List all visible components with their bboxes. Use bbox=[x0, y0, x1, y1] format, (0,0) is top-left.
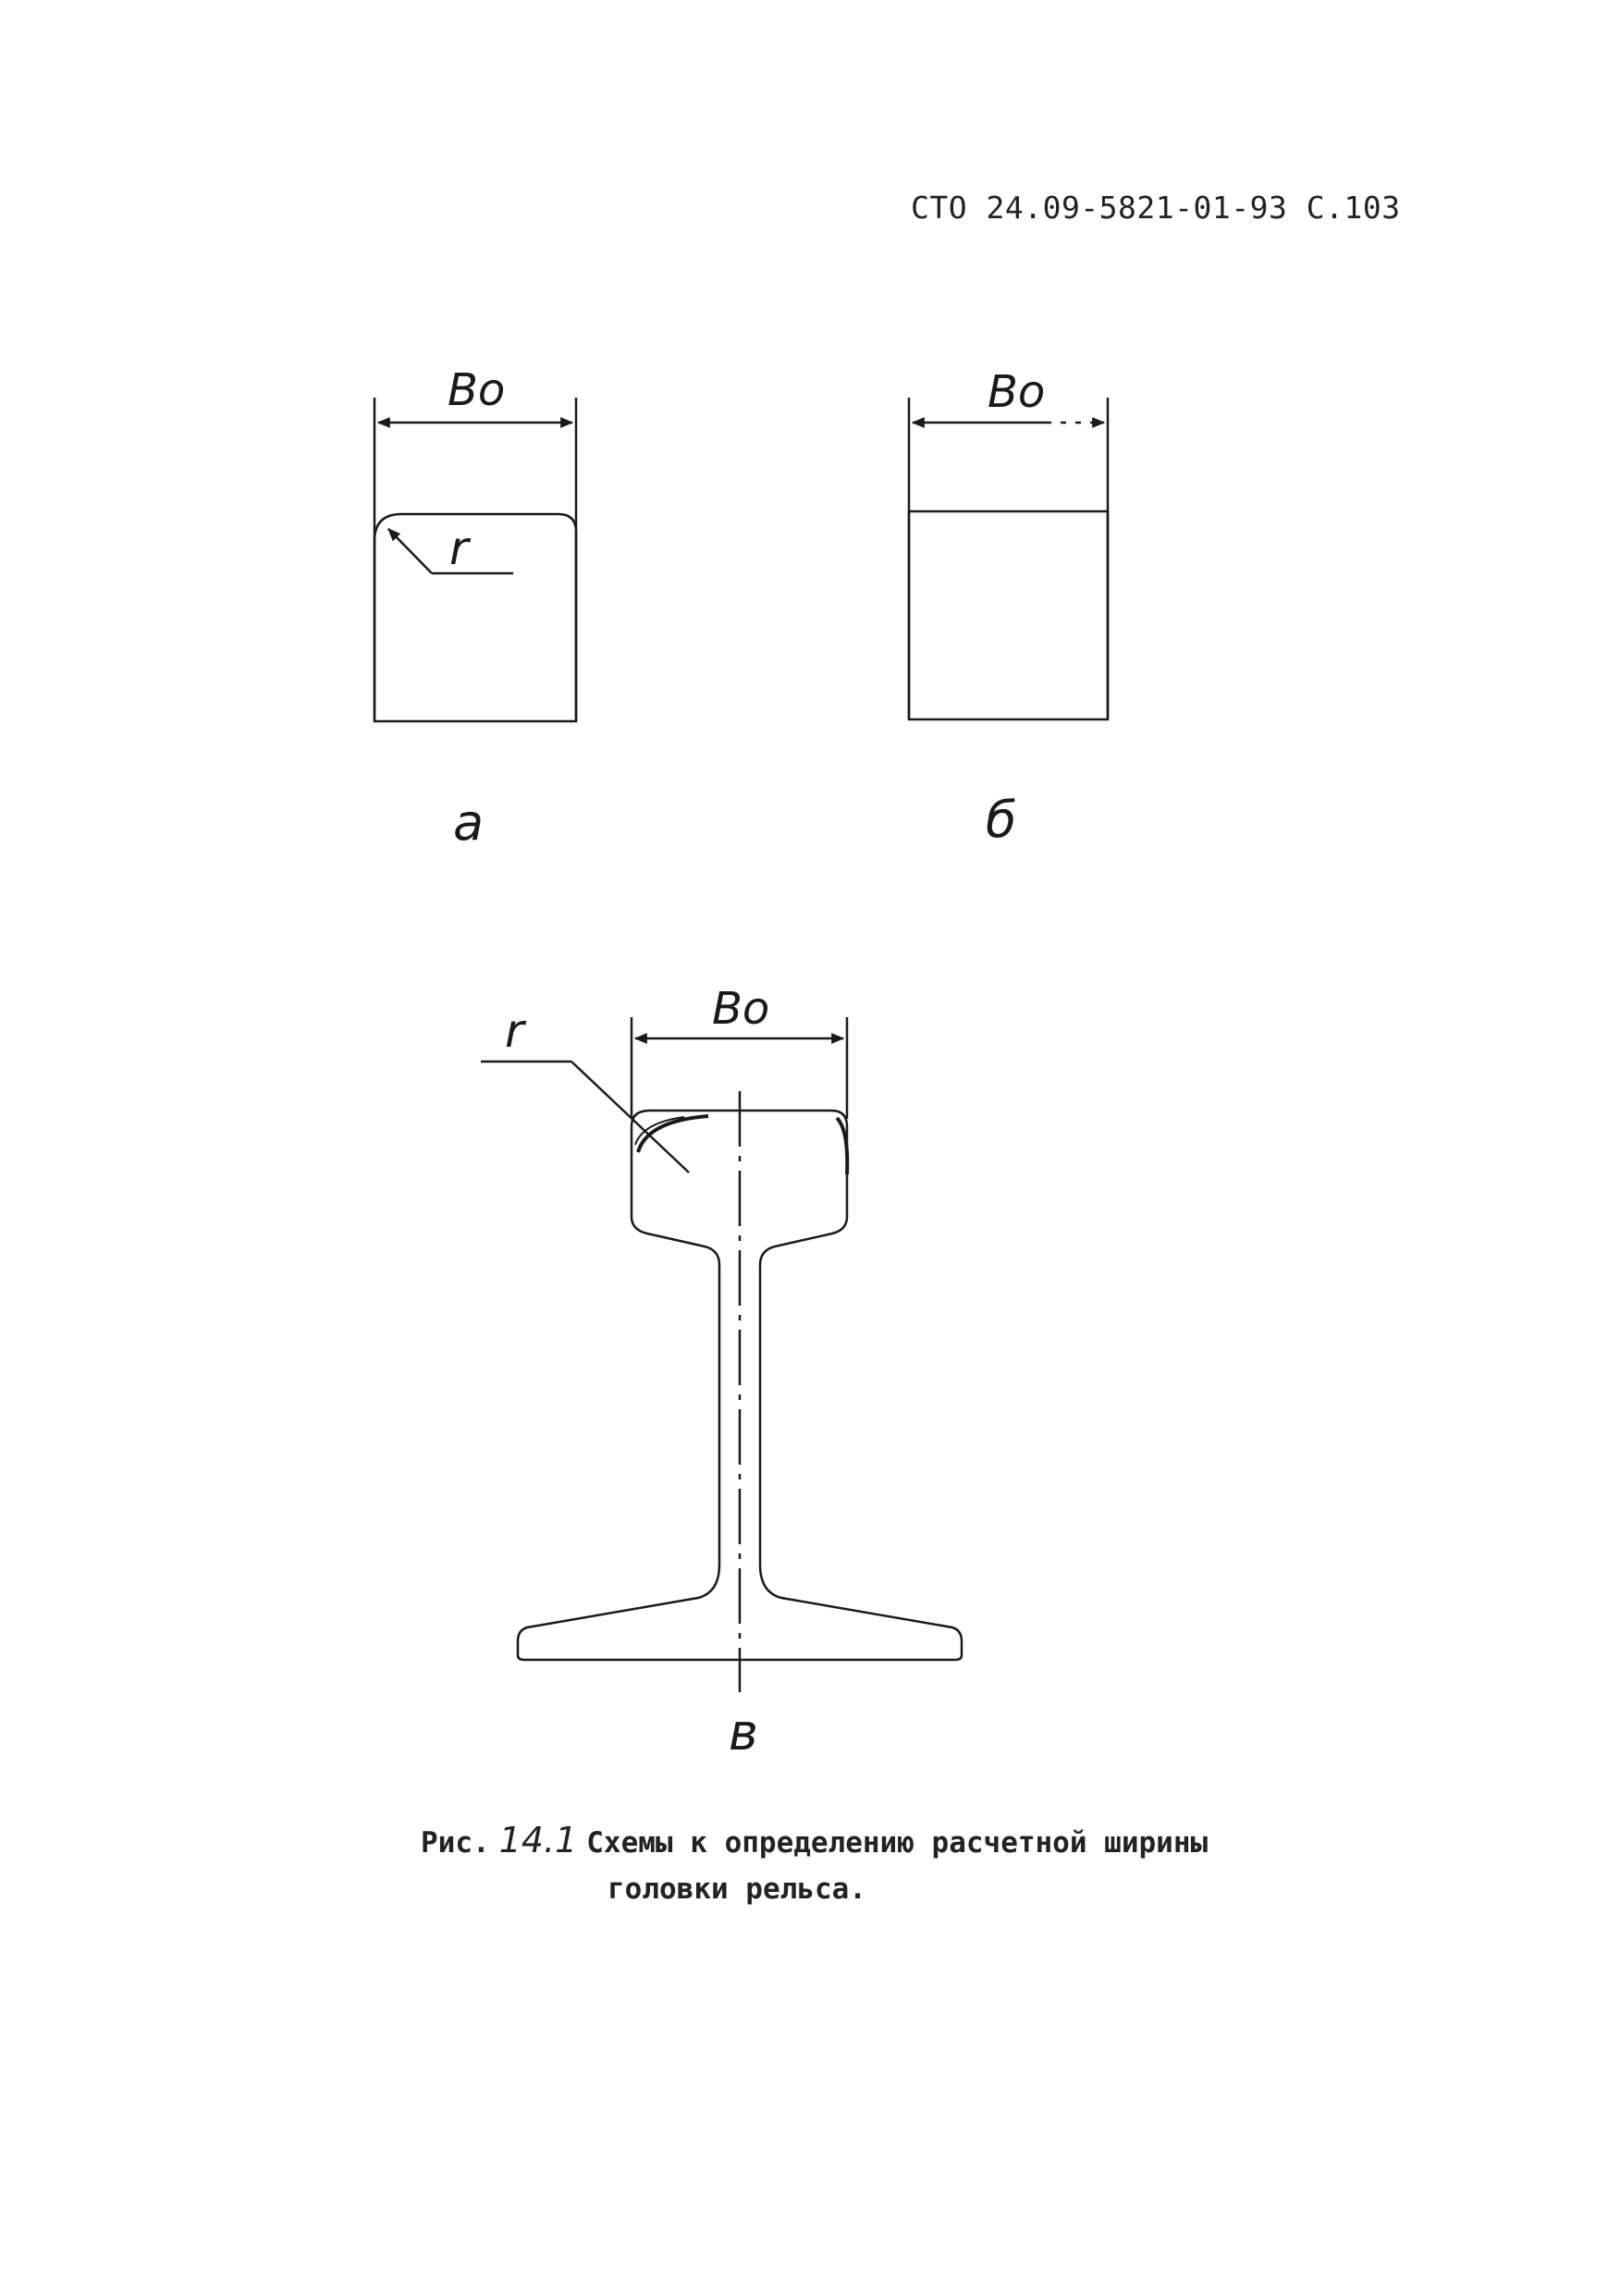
figure-caption bbox=[421, 1817, 1208, 1912]
panel-a-radius-leader bbox=[388, 529, 432, 573]
panel-a-dimension-label: Bo bbox=[448, 364, 506, 416]
caption-text-line-1: Схемы к определению расчетной ширины bbox=[586, 1826, 1209, 1860]
panel-b-rail-head-outline bbox=[909, 511, 1108, 719]
panel-c-dimension-label: Bo bbox=[712, 983, 770, 1035]
panel-c-radius-label: r bbox=[505, 1004, 524, 1058]
panel-b-dimension-label: Bo bbox=[988, 366, 1046, 418]
panel-c bbox=[481, 1017, 962, 1692]
panel-b bbox=[909, 398, 1108, 719]
caption-figure-number: 14.1 bbox=[498, 1820, 578, 1860]
panel-a bbox=[374, 398, 576, 721]
panel-c-worn-contour-right bbox=[837, 1118, 847, 1174]
caption-line-1 bbox=[421, 1817, 1208, 1866]
panel-a-label: а bbox=[453, 793, 485, 852]
caption-line-2: головки рельса. bbox=[608, 1872, 866, 1906]
panel-c-radius-leader bbox=[571, 1062, 689, 1173]
page-header: СТО 24.09-5821-01-93 С.103 bbox=[911, 190, 1401, 226]
panel-c-label: в bbox=[729, 1703, 758, 1762]
panel-b-label: б bbox=[986, 791, 1017, 849]
panel-a-radius-label: r bbox=[449, 522, 469, 575]
caption-prefix: Рис. bbox=[421, 1826, 490, 1860]
